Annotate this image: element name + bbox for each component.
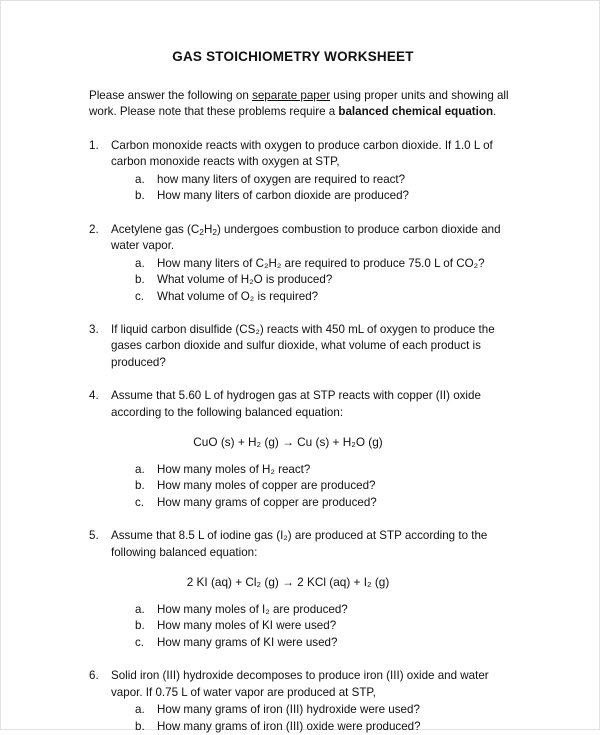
list-item xyxy=(89,172,521,188)
problem-5 xyxy=(89,528,521,651)
list-item xyxy=(89,188,521,204)
problem-4-sub-b-label: b. xyxy=(135,479,145,493)
problem-6-sub-a-label: a. xyxy=(135,703,145,717)
problem-1-text: Carbon monoxide reacts with oxygen to produce carbon dioxide. If 1.0 L of carbon monoxide reacts with oxygen at STP, xyxy=(111,138,493,169)
problem-1-sub-a-text: how many liters of oxygen are required to react? xyxy=(157,172,406,186)
problem-3-text: If liquid carbon disulfide (CS₂) reacts with 450 mL of oxygen to produce the gases carbon dioxide and sulfur dioxide, what volume of each product is produced? xyxy=(111,322,495,369)
problem-5-number: 5. xyxy=(89,529,99,543)
problem-6-statement xyxy=(89,668,521,701)
problem-1-sub-a-label: a. xyxy=(135,172,145,186)
problem-4-sub-b-text: How many moles of copper are produced? xyxy=(157,479,376,493)
instructions-part3: . xyxy=(493,105,497,119)
problem-3-number: 3. xyxy=(89,322,99,336)
problem-6-sublist xyxy=(89,702,521,735)
instructions-bold: balanced chemical equation xyxy=(338,105,494,119)
instructions-part1: Please answer the following on xyxy=(89,89,253,102)
problem-2-statement xyxy=(89,222,521,255)
problem-3-statement xyxy=(89,322,521,371)
problem-6 xyxy=(89,668,521,735)
list-item xyxy=(89,462,521,478)
problem-4-sub-c-text: How many grams of copper are produced? xyxy=(157,495,377,509)
problem-1-sub-b-label: b. xyxy=(135,189,145,203)
list-item xyxy=(89,602,521,618)
problem-2-sub-c-text: What volume of O₂ is required? xyxy=(157,289,319,303)
problem-1-number: 1. xyxy=(89,138,99,152)
instructions-underlined: separate paper xyxy=(252,89,331,102)
list-item xyxy=(89,719,521,735)
problem-2-text-mid: H xyxy=(203,222,213,236)
problem-2 xyxy=(89,222,521,305)
list-item xyxy=(89,618,521,634)
problem-6-sub-b-text: How many grams of iron (III) oxide were produced? xyxy=(157,719,421,733)
problem-1-sublist xyxy=(89,172,521,205)
list-item xyxy=(89,702,521,718)
page-title: GAS STOICHIOMETRY WORKSHEET xyxy=(172,49,414,64)
problem-5-sub-c-text: How many grams of KI were used? xyxy=(157,635,338,649)
problem-5-sub-b-text: How many moles of KI were used? xyxy=(157,619,337,633)
problem-6-sub-a-text: How many grams of iron (III) hydroxide were used? xyxy=(157,703,420,717)
instructions-part2: using proper units and showing all work. Please note that these problems require a xyxy=(89,89,509,119)
problem-4-statement xyxy=(89,388,521,421)
list-item xyxy=(89,256,521,272)
list-item xyxy=(89,495,521,511)
problem-4-sublist xyxy=(89,462,521,511)
problem-5-text: Assume that 8.5 L of iodine gas (I₂) are produced at STP according to the following balanced equation: xyxy=(111,529,488,559)
problem-2-number: 2. xyxy=(89,222,99,236)
problem-5-sub-a-text: How many moles of I₂ are produced? xyxy=(157,603,348,617)
problem-5-sublist xyxy=(89,602,521,651)
problem-2-sub-b-text: What volume of H₂O is produced? xyxy=(157,273,333,287)
problem-4 xyxy=(89,388,521,511)
problem-4-text: Assume that 5.60 L of hydrogen gas at STP reacts with copper (II) oxide according to the following balanced equation: xyxy=(111,389,481,419)
instructions-paragraph xyxy=(89,88,521,121)
list-item xyxy=(89,289,521,305)
problem-5-sub-c-label: c. xyxy=(135,635,145,649)
problem-5-sub-b-label: b. xyxy=(135,619,145,633)
list-item xyxy=(89,272,521,288)
list-item xyxy=(89,478,521,494)
problem-4-number: 4. xyxy=(89,389,99,403)
worksheet-body xyxy=(89,1,521,735)
problem-5-sub-a-label: a. xyxy=(135,603,145,617)
problem-5-statement xyxy=(89,528,521,561)
problem-6-number: 6. xyxy=(89,669,99,683)
problem-4-sub-c-label: c. xyxy=(135,495,145,509)
problem-4-sub-a-label: a. xyxy=(135,463,145,476)
problem-2-sub-a-text: How many liters of C₂H₂ are required to produce 75.0 L of CO₂? xyxy=(157,256,485,270)
problem-1 xyxy=(89,138,521,205)
problem-2-sub-a-label: a. xyxy=(135,256,145,270)
problem-5-equation: 2 KI (aq) + Cl₂ (g) → 2 KCl (aq) + I₂ (g) xyxy=(186,575,390,590)
problem-1-sub-b-text: How many liters of carbon dioxide are produced? xyxy=(157,189,409,203)
problem-4-equation: CuO (s) + H₂ (g) → Cu (s) + H₂O (g) xyxy=(193,435,383,450)
problem-2-sub-c-label: c. xyxy=(135,289,145,303)
problem-4-sub-a-text: How many moles of H₂ react? xyxy=(157,463,311,476)
problem-6-text: Solid iron (III) hydroxide decomposes to produce iron (III) oxide and water vapor. If 0.75 L of water vapor are produced at STP, xyxy=(111,669,489,699)
problem-2-text-post: ) undergoes combustion to produce carbon dioxide and water vapor. xyxy=(111,222,501,253)
problem-2-subscript-1: 2 xyxy=(199,226,204,237)
list-item xyxy=(89,635,521,651)
problem-2-sublist xyxy=(89,256,521,305)
problem-3 xyxy=(89,322,521,371)
problem-6-sub-b-label: b. xyxy=(135,719,145,733)
problem-2-sub-b-label: b. xyxy=(135,273,145,287)
problem-1-statement xyxy=(89,138,521,171)
problem-2-text-pre: Acetylene gas (C xyxy=(111,222,200,236)
problem-2-subscript-2: 2 xyxy=(212,226,217,237)
